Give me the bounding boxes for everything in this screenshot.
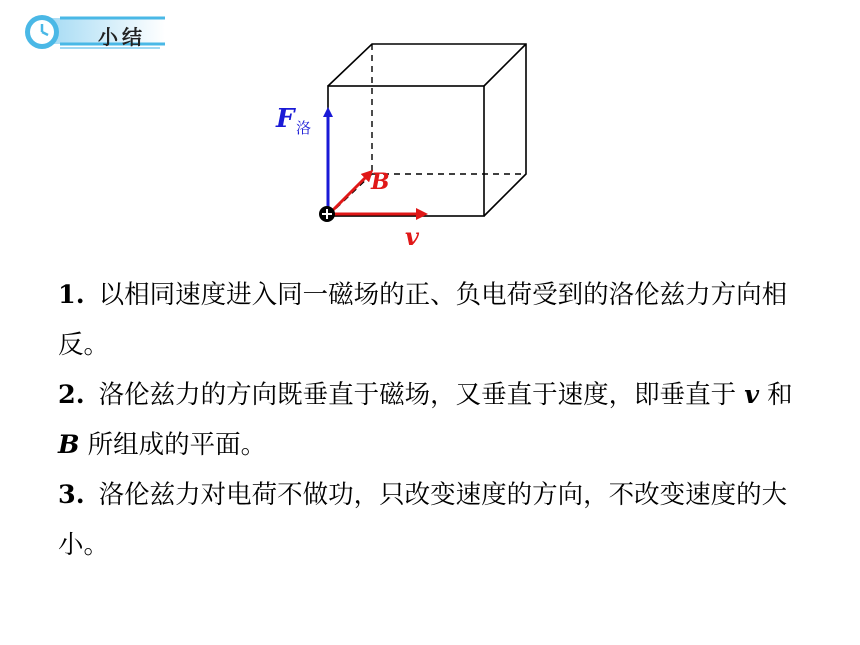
cube-top-right-edge <box>484 44 526 86</box>
velocity-symbol: v <box>744 380 760 410</box>
point-number: 2. <box>58 380 85 410</box>
point-number: 1. <box>58 280 85 310</box>
summary-point-1 <box>58 270 798 370</box>
cube-front-face <box>328 86 484 216</box>
point-text: 所组成的平面。 <box>79 430 267 460</box>
summary-list <box>58 270 798 570</box>
point-text: 洛伦兹力对电荷不做功，只改变速度的方向，不改变速度的大小。 <box>58 480 788 560</box>
section-title: 小结 <box>98 25 146 49</box>
field-label: B <box>371 169 390 195</box>
velocity-label: v <box>405 222 419 251</box>
summary-point-3 <box>58 470 798 570</box>
field-arrow <box>330 174 369 213</box>
summary-point-2 <box>58 370 798 470</box>
force-subscript: 洛 <box>296 119 312 137</box>
force-label: F <box>276 104 295 134</box>
field-symbol: B <box>58 430 80 460</box>
point-text: 洛伦兹力的方向既垂直于磁场，又垂直于速度，即垂直于 <box>98 380 745 410</box>
point-number: 3. <box>58 480 85 510</box>
cube-diagram <box>0 0 860 260</box>
point-text: 以相同速度进入同一磁场的正、负电荷受到的洛伦兹力方向相反。 <box>58 280 788 360</box>
point-text: 和 <box>759 380 793 410</box>
cube-back-edges <box>328 44 526 216</box>
positive-charge-icon <box>319 206 335 222</box>
